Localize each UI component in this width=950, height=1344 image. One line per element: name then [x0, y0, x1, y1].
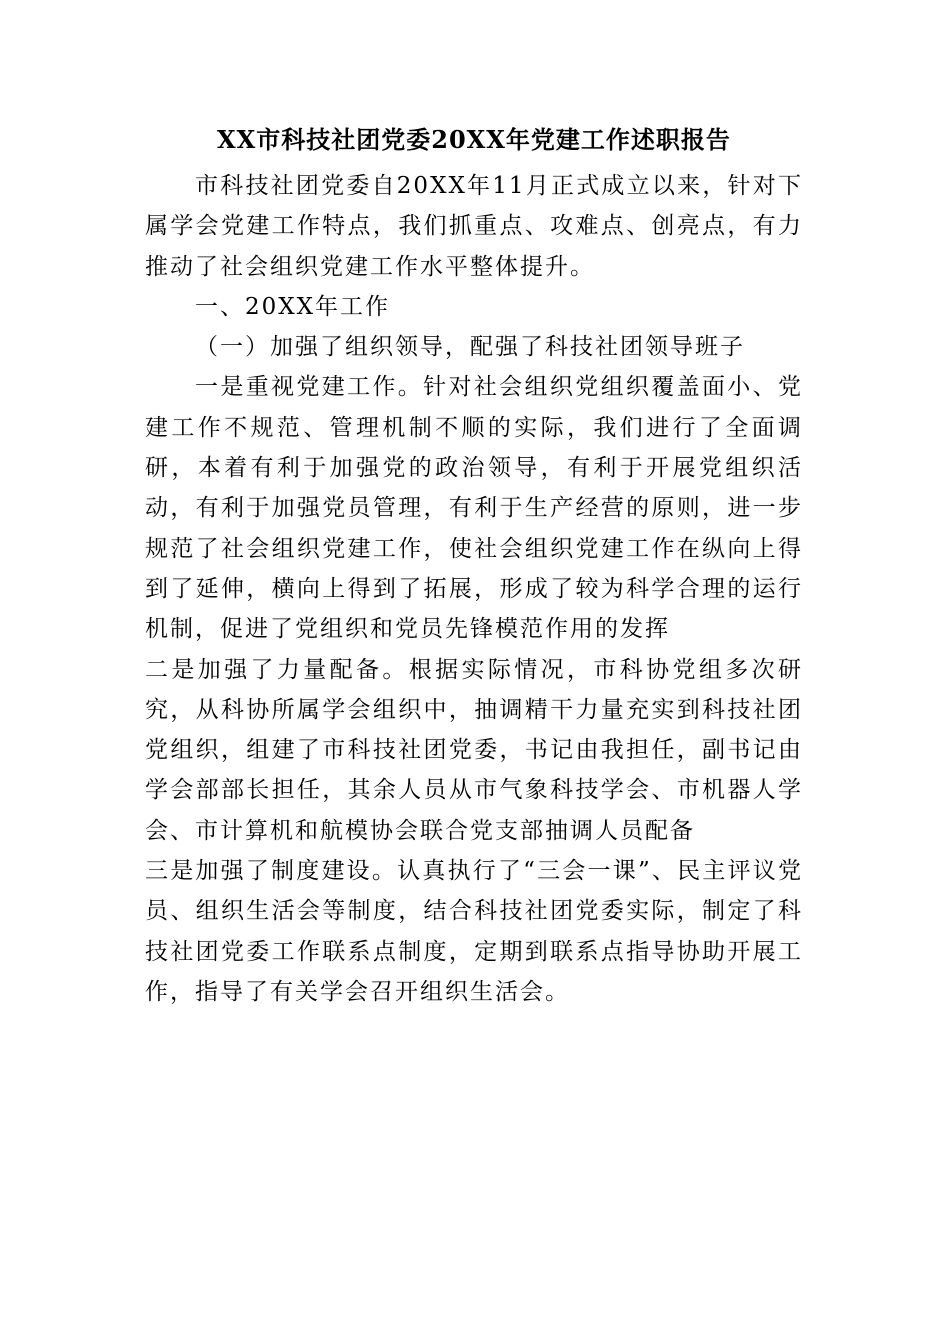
paragraph-point-one: 一是重视党建工作。针对社会组织党组织覆盖面小、党建工作不规范、管理机制不顺的实际，我们进行了全面调研，本着有利于加强党的政治领导，有利于开展党组织活动，有利于加强党员管理，有利于生产经营的原则，进一步规范了社会组织党建工作，使社会组织党建工作在纵向上得到了延伸，横向上得到了拓展，形成了较为科学合理的运行机制，促进了党组织和党员先锋模范作用的发挥: [145, 374, 803, 643]
paragraph-point-two: 二是加强了力量配备。根据实际情况，市科协党组多次研究，从科协所属学会组织中，抽调精干力量充实到科技社团党组织，组建了市科技社团党委，书记由我担任，副书记由学会部部长担任，其余人员从市气象科技学会、市机器人学会、市计算机和航模协会联合党支部抽调人员配备: [145, 656, 803, 844]
document-body: [145, 166, 803, 1012]
document-title: XX市科技社团党委20XX年党建工作述职报告: [217, 125, 731, 154]
subsection-heading: （一）加强了组织领导，配强了科技社团领导班子: [195, 334, 745, 361]
paragraph-intro: 市科技社团党委自20XX年11月正式成立以来，针对下属学会党建工作特点，我们抓重点、攻难点、创亮点，有力推动了社会组织党建工作水平整体提升。: [145, 173, 803, 280]
section-heading: 一、20XX年工作: [195, 293, 391, 320]
paragraph-point-three: 三是加强了制度建设。认真执行了“三会一课”、民主评议党员、组织生活会等制度，结合科技社团党委实际，制定了科技社团党委工作联系点制度，定期到联系点指导协助开展工作，指导了有关学会召开组织生活会。: [145, 858, 803, 1005]
